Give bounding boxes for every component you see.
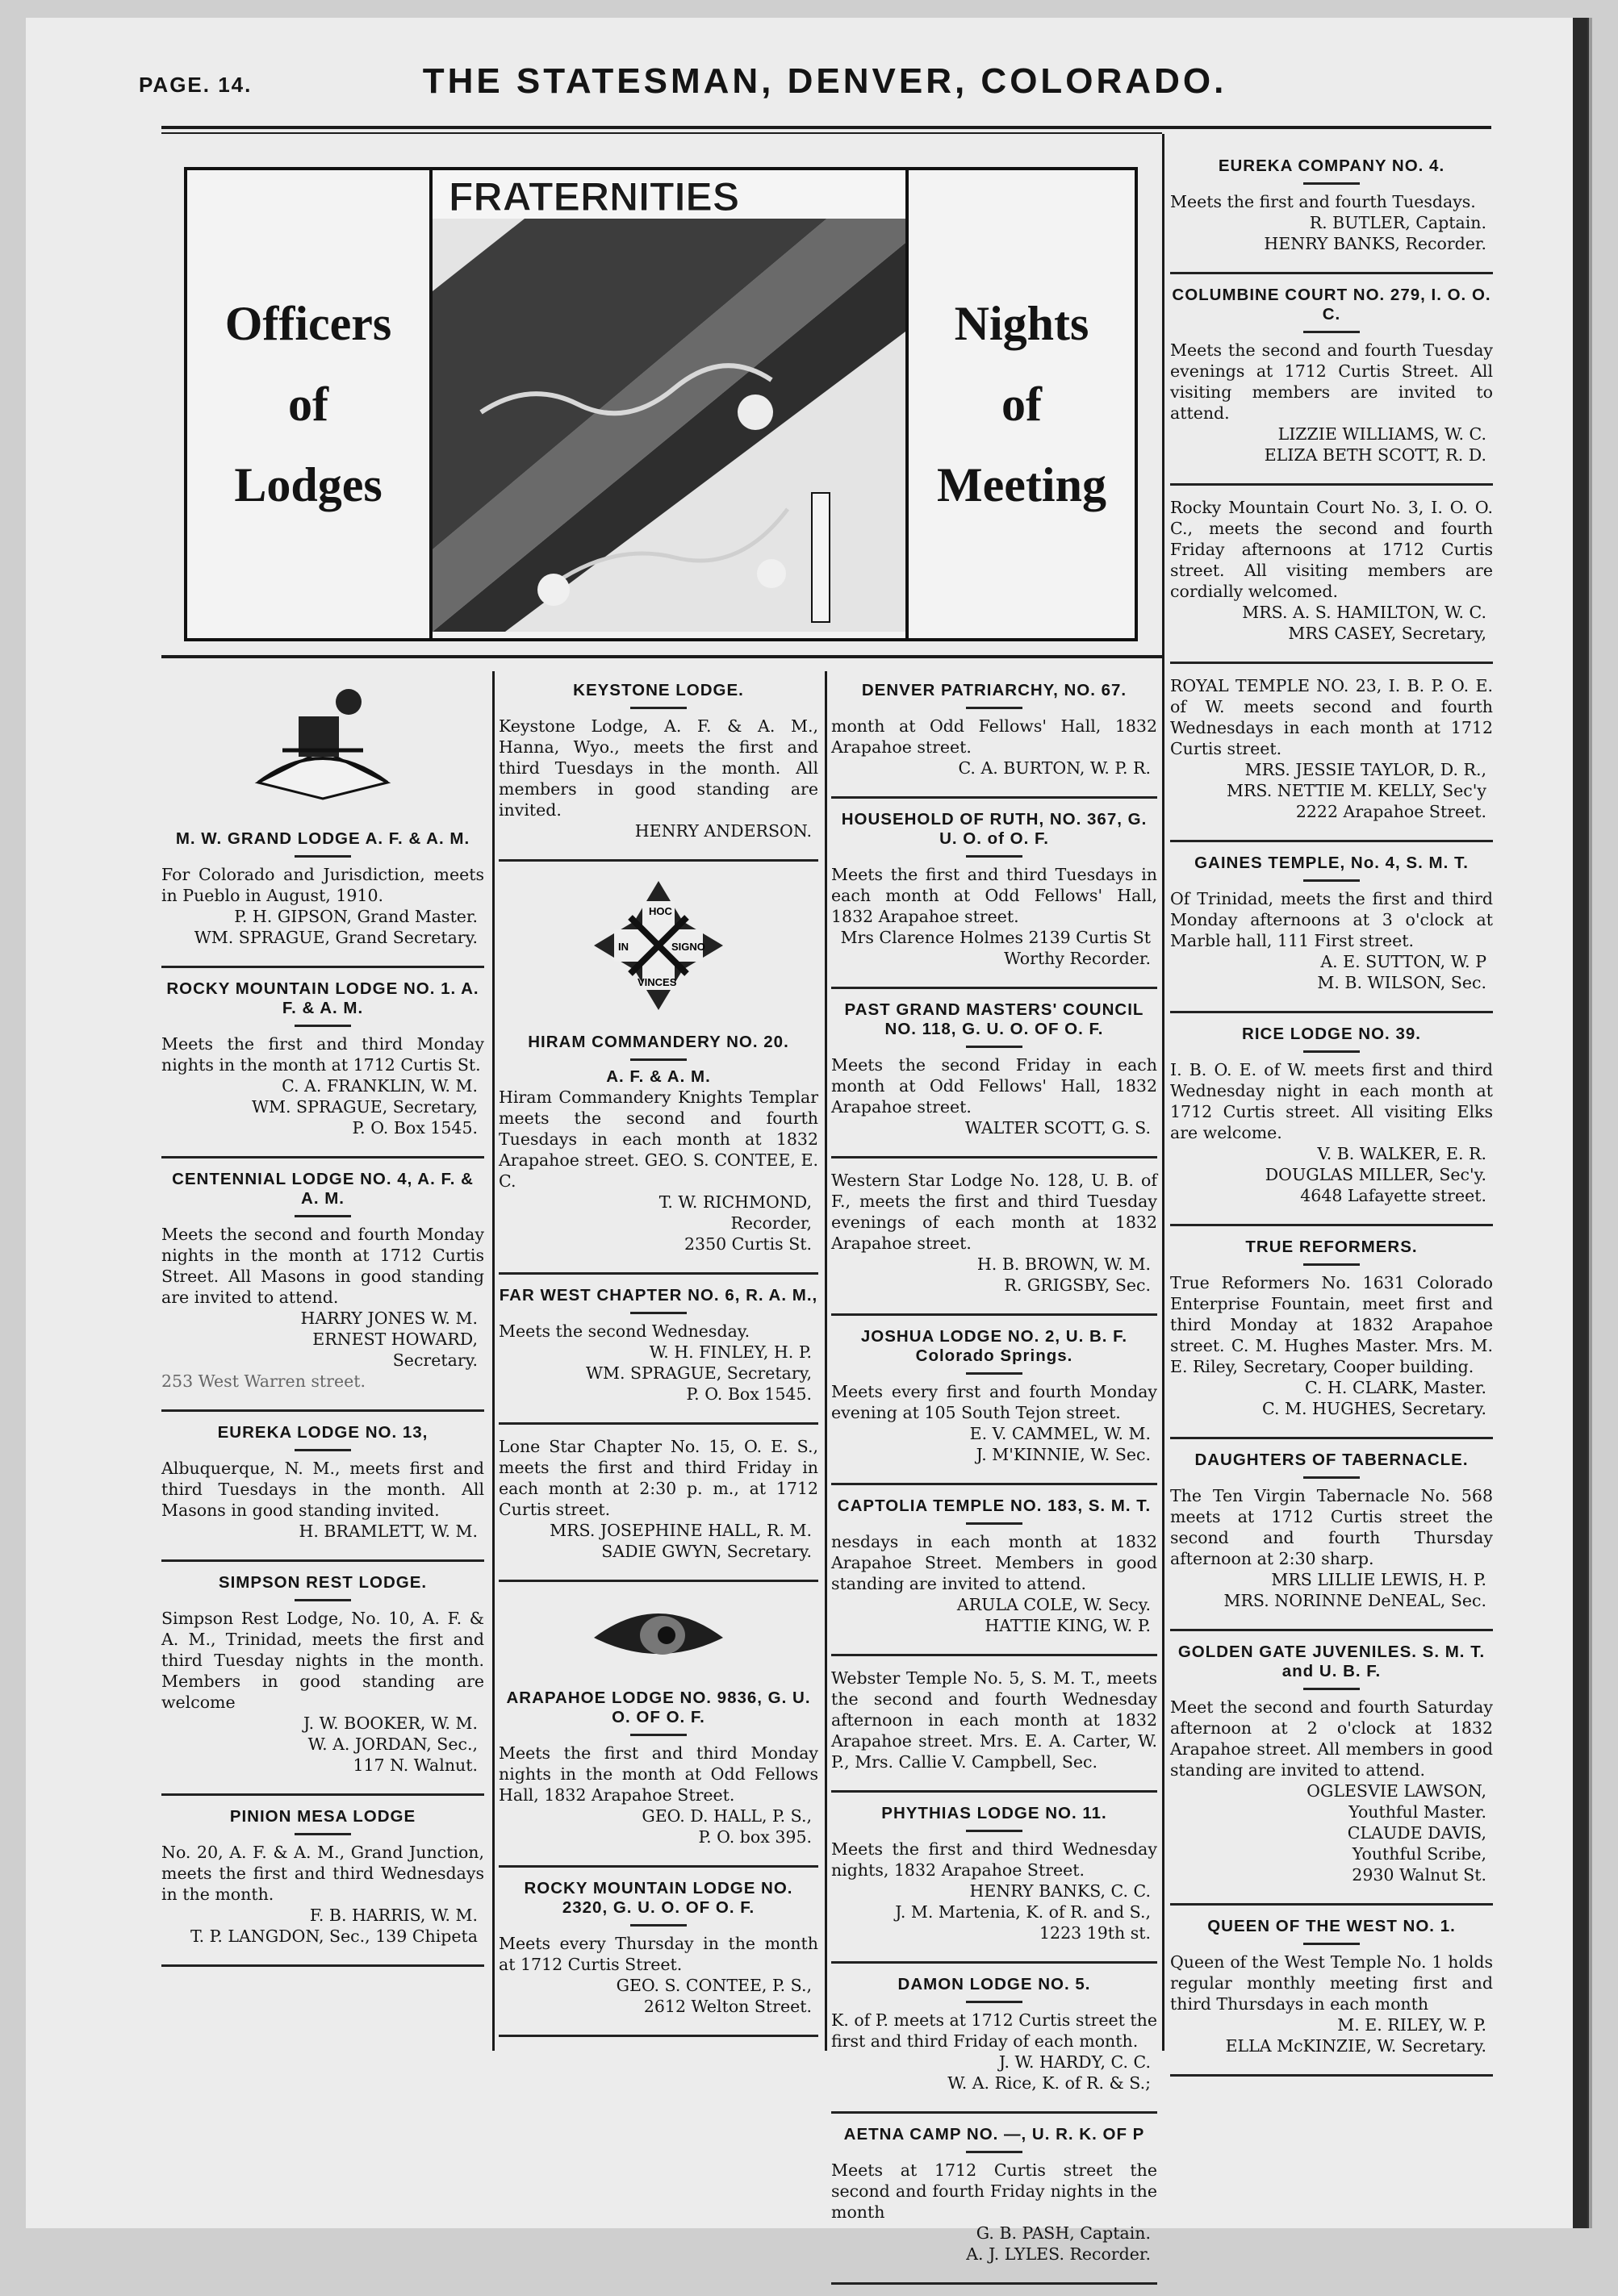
officer-signature: WM. SPRAGUE, Secretary, (585, 1363, 812, 1383)
meeting-notice: Albuquerque, N. M., meets first and third Tuesdays in the month. All Masons in good standing invited. (161, 1459, 484, 1520)
meeting-notice: For Colorado and Jurisdiction, meets in Pueblo in August, 1910. (161, 865, 484, 905)
listing (1170, 1917, 1493, 2056)
all-seeing-eye-icon (499, 1593, 818, 1679)
officer-signature: MRS. NORINNE DeNEAL, Sec. (1223, 1591, 1486, 1610)
officer-signature: F. B. HARRIS, W. M. (309, 1906, 478, 1925)
officer-signature: P. O. box 395. (698, 1827, 812, 1847)
listing-separator (831, 2282, 1157, 2285)
officer-signature: Recorder, (730, 1213, 812, 1233)
title-dash (966, 855, 1022, 858)
officer-signature: Secretary. (392, 1350, 478, 1370)
lodge-title: CAPTOLIA TEMPLE NO. 183, S. M. T. (837, 1497, 1152, 1515)
officer-signature: DOUGLAS MILLER, Sec'y. (1265, 1165, 1486, 1184)
meeting-notice: Meets the second Wednesday. (499, 1321, 750, 1341)
listing (1170, 157, 1493, 254)
lodge-title: TRUE REFORMERS. (1245, 1238, 1418, 1256)
meeting-notice: Lone Star Chapter No. 15, O. E. S., meets the first and third Friday in each month at 2:30 p. m., at 1712 Curtis street. (499, 1437, 818, 1519)
listing (1170, 1238, 1493, 1419)
officer-signature: MRS. NETTIE M. KELLY, Sec'y (1227, 781, 1486, 800)
title-dash (966, 1372, 1022, 1375)
officer-signature: 1223 19th st. (1039, 1923, 1151, 1943)
meeting-notice: Meets the second Friday in each month at Odd Fellows' Hall, 1832 Arapahoe street. (831, 1055, 1157, 1117)
listing (831, 1497, 1157, 1636)
column-4 (1170, 147, 1493, 2088)
officer-signature: W. A. JORDAN, Sec., (307, 1735, 478, 1754)
officer-signature: 2930 Walnut St. (1352, 1865, 1486, 1885)
meeting-notice: ROYAL TEMPLE NO. 23, I. B. P. O. E. of W. meets second and fourth Wednesdays in each month at 1712 Curtis street. (1170, 676, 1493, 758)
lodge-title: RICE LODGE NO. 39. (1242, 1025, 1421, 1043)
officer-signature: ELIZA BETH SCOTT, R. D. (1264, 445, 1486, 465)
title-dash (295, 855, 351, 858)
title-dash (295, 1449, 351, 1451)
title-dash (1303, 1263, 1360, 1266)
masthead-rule (161, 126, 1491, 129)
title-dash (966, 707, 1022, 709)
lodge-title: AETNA CAMP NO. —, U. R. K. OF P (843, 2125, 1145, 2144)
banner-bottom-rule (161, 655, 1162, 658)
banner-right-word: Meeting (937, 458, 1106, 511)
lodge-title: PAST GRAND MASTERS' COUNCIL NO. 118, G. U. O. OF O. F. (844, 1000, 1144, 1038)
listing (831, 810, 1157, 969)
masthead-title: THE STATESMAN, DENVER, COLORADO. (422, 61, 1227, 101)
meeting-notice: Meet the second and fourth Saturday afternoon at 2 o'clock at 1832 Arapahoe street. All members in good standing are invited to attend. (1170, 1697, 1493, 1780)
title-dash (295, 1215, 351, 1217)
listing-separator (1170, 2074, 1493, 2077)
lodge-title: DAMON LODGE NO. 5. (897, 1975, 1091, 1993)
listing-separator (161, 1409, 484, 1412)
meeting-notice: True Reformers No. 1631 Colorado Enterprise Fountain, meet first and third Monday at 1832 Arapahoe street. C. M. Hughes Master. Mrs. M. E. Riley, Secretary, Cooper building. (1170, 1273, 1493, 1376)
officer-signature: C. H. CLARK, Master. (1305, 1378, 1486, 1397)
title-dash (1303, 1050, 1360, 1053)
emblem-text: HOC (649, 905, 672, 917)
listing-separator (831, 1483, 1157, 1485)
listing (831, 1804, 1157, 1943)
banner-illustration (433, 170, 905, 638)
listing-separator (1170, 272, 1493, 274)
officer-signature: G. B. PASH, Captain. (976, 2223, 1151, 2243)
officer-signature: MRS. JESSIE TAYLOR, D. R., (1244, 760, 1486, 779)
listing (1170, 854, 1493, 993)
meeting-notice: Webster Temple No. 5, S. M. T., meets the second and fourth Wednesday afternoon in each month at 1832 Arapahoe street. Mrs. E. A. Carter, W. P., Mrs. Callie V. Campbell, Sec. (831, 1668, 1157, 1772)
meeting-notice: Meets every first and fourth Monday evening at 105 South Tejon street. (831, 1382, 1157, 1422)
officer-signature: V. B. WALKER, E. R. (1317, 1144, 1486, 1163)
meeting-notice: Of Trinidad, meets the first and third Monday afternoons at 3 o'clock at Marble hall, 111 First street. (1170, 889, 1493, 950)
banner-left-word: Lodges (234, 458, 383, 511)
meeting-notice: Rocky Mountain Court No. 3, I. O. O. C., meets the second and fourth Friday afternoons at 1712 Curtis street. All visiting members are cordially welcomed. (1170, 498, 1493, 601)
banner-left-word: Officers (224, 297, 392, 350)
col3-listings (831, 681, 1157, 2285)
lodge-title: PHYTHIAS LODGE NO. 11. (881, 1804, 1107, 1822)
column-rule-1 (492, 671, 495, 2051)
listing-separator (831, 796, 1157, 799)
col1-listings (161, 829, 484, 1967)
officer-signature: T. W. RICHMOND, (658, 1192, 812, 1212)
title-dash (295, 1833, 351, 1835)
page-number: PAGE. 14. (139, 73, 253, 97)
officer-signature: W. A. Rice, K. of R. & S.; (947, 2073, 1151, 2093)
lodge-title: SIMPSON REST LODGE. (218, 1573, 428, 1592)
title-dash (1303, 1943, 1360, 1945)
lodge-title: QUEEN OF THE WEST NO. 1. (1207, 1917, 1456, 1935)
officer-signature: HENRY BANKS, C. C. (969, 1881, 1151, 1901)
address-line: 253 West Warren street. (161, 1371, 366, 1391)
listing-separator (499, 1865, 818, 1868)
listing (831, 1668, 1157, 1772)
listing (831, 1000, 1157, 1138)
banner-right-word: Nights (954, 297, 1089, 350)
listing (1170, 1451, 1493, 1611)
officer-signature: ERNEST HOWARD, (312, 1330, 478, 1349)
officer-signature: GEO. D. HALL, P. S., (642, 1806, 812, 1826)
meeting-notice: I. B. O. E. of W. meets first and third Wednesday night in each month at 1712 Curtis street. All visiting Elks are welcome. (1170, 1060, 1493, 1142)
listing-separator (161, 1793, 484, 1796)
title-dash (630, 1058, 687, 1061)
officer-signature: WM. SPRAGUE, Grand Secretary. (194, 928, 478, 947)
officer-signature: M. E. RILEY, W. P. (1337, 2015, 1486, 2035)
masthead-rule-thin (161, 132, 1162, 134)
officer-signature: H. B. BROWN, W. M. (976, 1254, 1151, 1274)
title-dash (966, 1830, 1022, 1832)
page-edge (1573, 18, 1587, 2228)
listing (161, 1170, 484, 1392)
title-dash (1303, 1688, 1360, 1690)
listing (831, 681, 1157, 779)
officer-signature: J. M. Martenia, K. of R. and S., (895, 1902, 1151, 1922)
lodge-title: JOSHUA LODGE NO. 2, U. B. F. Colorado Springs. (860, 1327, 1128, 1365)
officer-signature: MRS LILLIE LEWIS, H. P. (1271, 1570, 1486, 1589)
officer-signature: GEO. S. CONTEE, P. S., (616, 1976, 812, 1995)
officer-signature: J. M'KINNIE, W. Sec. (976, 1445, 1151, 1464)
meeting-notice: Queen of the West Temple No. 1 holds regular monthly meeting first and third Thursdays in each month (1170, 1952, 1493, 2014)
lodge-title: HOUSEHOLD OF RUTH, NO. 367, G. U. O. of O. F. (841, 810, 1148, 848)
meeting-notice: Keystone Lodge, A. F. & A. M., Hanna, Wyo., meets the first and third Tuesdays in the month. All members in good standing are invited. (499, 716, 818, 820)
listing-separator (1170, 1224, 1493, 1226)
listing-separator (499, 859, 818, 862)
officer-signature: Youthful Master. (1348, 1802, 1486, 1822)
lodge-subtitle: A. F. & A. M. (606, 1067, 711, 1086)
listing (831, 2125, 1157, 2265)
title-dash (630, 1312, 687, 1314)
listing (161, 979, 484, 1138)
officer-signature: MRS CASEY, Secretary, (1288, 624, 1486, 643)
officer-signature: WALTER SCOTT, G. S. (964, 1118, 1151, 1138)
officer-signature: J. W. HARDY, C. C. (998, 2052, 1151, 2072)
listing (1170, 1643, 1493, 1885)
lodge-title: KEYSTONE LODGE. (573, 681, 744, 699)
listing-separator (1170, 1903, 1493, 1906)
officer-signature: 2350 Curtis St. (684, 1234, 812, 1254)
col4-listings (1170, 157, 1493, 2077)
column-rule-3 (1162, 134, 1164, 2051)
title-dash (630, 1924, 687, 1927)
officer-signature: C. M. HUGHES, Secretary. (1262, 1399, 1486, 1418)
officer-signature: A. J. LYLES. Recorder. (966, 2244, 1151, 2264)
lodge-title: GAINES TEMPLE, No. 4, S. M. T. (1194, 854, 1469, 872)
listing-separator (161, 1559, 484, 1562)
lodge-title: ROCKY MOUNTAIN LODGE NO. 1. A. F. & A. M. (166, 979, 479, 1017)
listing-separator (831, 987, 1157, 989)
officer-signature: OGLESVIE LAWSON, (1307, 1781, 1486, 1801)
col2-listings (499, 681, 818, 2037)
officer-signature: SADIE GWYN, Secretary. (601, 1542, 812, 1561)
listing-separator (1170, 1629, 1493, 1631)
meeting-notice: K. of P. meets at 1712 Curtis street the first and third Friday of each month. (831, 2010, 1157, 2051)
listing (161, 1573, 484, 1776)
officer-signature: LIZZIE WILLIAMS, W. C. (1277, 424, 1486, 444)
officer-signature: HENRY ANDERSON. (634, 821, 812, 841)
officer-signature: HENRY BANKS, Recorder. (1264, 234, 1486, 253)
listing-separator (1170, 662, 1493, 664)
officer-signature: Youthful Scribe, (1352, 1844, 1486, 1864)
meeting-notice: The Ten Virgin Tabernacle No. 568 meets at 1712 Curtis street the second and fourth Thursday afternoon at 2:30 sharp. (1170, 1486, 1493, 1568)
listing-separator (499, 2035, 818, 2037)
officer-signature: T. P. LANGDON, Sec., 139 Chipeta (190, 1927, 478, 1946)
listing-separator (499, 1422, 818, 1425)
listing-separator (499, 1272, 818, 1275)
officer-signature: WM. SPRAGUE, Secretary, (251, 1097, 478, 1117)
banner-left-panel (187, 170, 433, 638)
meeting-notice: Western Star Lodge No. 128, U. B. of F., meets the first and third Tuesday evenings of each month at 1832 Arapahoe street. (831, 1171, 1157, 1253)
listing-separator (831, 1654, 1157, 1656)
emblem-text: SIGNO (671, 941, 705, 953)
officer-signature: 117 N. Walnut. (353, 1755, 478, 1775)
column-2 (499, 671, 818, 2048)
listing-separator (161, 966, 484, 968)
title-dash (630, 1734, 687, 1736)
listing (499, 1436, 818, 1562)
title-dash (1303, 879, 1360, 882)
officer-signature: 2612 Welton Street. (643, 1997, 812, 2016)
listing (499, 1689, 818, 1847)
officer-signature: W. H. FINLEY, H. P. (649, 1342, 812, 1362)
listing-separator (1170, 840, 1493, 842)
banner-left-word: of (288, 378, 328, 431)
lodge-title: EUREKA LODGE NO. 13, (217, 1423, 429, 1442)
lodge-title: DENVER PATRIARCHY, NO. 67. (861, 681, 1127, 699)
lodge-title: CENTENNIAL LODGE NO. 4, A. F. & A. M. (172, 1170, 474, 1208)
officer-signature: P. O. Box 1545. (352, 1118, 478, 1138)
meeting-notice: Simpson Rest Lodge, No. 10, A. F. & A. M., Trinidad, meets the first and third Tuesday nights in the month. Members in good standing are welcome (161, 1609, 484, 1712)
listing-separator (161, 1964, 484, 1967)
officer-signature: HATTIE KING, W. P. (985, 1616, 1151, 1635)
officer-signature: 4648 Lafayette street. (1300, 1186, 1486, 1205)
listing (499, 1879, 818, 2017)
meeting-notice: Meets every Thursday in the month at 1712 Curtis Street. (499, 1934, 818, 1974)
listing (161, 1423, 484, 1542)
title-dash (295, 1599, 351, 1601)
listing (499, 1033, 818, 1254)
lodge-title: DAUGHTERS OF TABERNACLE. (1194, 1451, 1469, 1469)
open-book-icon (161, 678, 484, 815)
title-dash (295, 1025, 351, 1027)
title-dash (1303, 1476, 1360, 1479)
banner-right-panel (905, 170, 1135, 638)
listing (1170, 1025, 1493, 1206)
officer-signature: R. BUTLER, Captain. (1309, 213, 1486, 232)
lodge-title: FAR WEST CHAPTER NO. 6, R. A. M., (499, 1286, 818, 1305)
meeting-notice: Meets the first and third Wednesday nights, 1832 Arapahoe Street. (831, 1839, 1157, 1880)
column-rule-2 (825, 671, 827, 2051)
officer-signature: P. H. GIPSON, Grand Master. (234, 907, 478, 926)
knights-templar-cross-icon (499, 873, 818, 1023)
officer-signature: J. W. BOOKER, W. M. (303, 1714, 478, 1733)
listing (1170, 286, 1493, 465)
lodge-title: ARAPAHOE LODGE NO. 9836, G. U. O. OF O. F. (506, 1689, 811, 1726)
officer-signature: ARULA COLE, W. Secy. (956, 1595, 1151, 1614)
listing-separator (831, 1156, 1157, 1158)
listing (831, 1170, 1157, 1296)
meeting-notice: month at Odd Fellows' Hall, 1832 Arapahoe street. (831, 716, 1157, 757)
meeting-notice: Meets the first and third Tuesdays in each month at Odd Fellows' Hall, 1832 Arapahoe street. (831, 865, 1157, 926)
officer-signature: C. A. BURTON, W. P. R. (958, 758, 1151, 778)
officer-signature: MRS. JOSEPHINE HALL, R. M. (550, 1521, 812, 1540)
listing (161, 1807, 484, 1947)
banner-right-word: of (1001, 378, 1042, 431)
lodge-title: PINION MESA LODGE (229, 1807, 416, 1826)
listing (1170, 497, 1493, 644)
lodge-title: EUREKA COMPANY NO. 4. (1218, 157, 1445, 175)
listing-separator (1170, 483, 1493, 486)
lodge-title: M. W. GRAND LODGE A. F. & A. M. (175, 829, 470, 848)
listing-separator (831, 1961, 1157, 1964)
title-dash (1303, 182, 1360, 185)
lodge-title: HIRAM COMMANDERY NO. 20. (528, 1033, 789, 1051)
officer-signature: M. B. WILSON, Sec. (1317, 973, 1486, 992)
officer-signature: E. V. CAMMEL, W. M. (969, 1424, 1151, 1443)
officer-signature: P. O. Box 1545. (686, 1384, 812, 1404)
listing (161, 829, 484, 948)
listing (831, 1327, 1157, 1465)
emblem-text: VINCES (638, 976, 677, 988)
lodge-title: COLUMBINE COURT NO. 279, I. O. O. C. (1172, 286, 1491, 324)
column-1 (161, 678, 484, 1978)
meeting-notice: Meets the first and third Monday nights in the month at Odd Fellows Hall, 1832 Arapahoe Street. (499, 1743, 818, 1805)
listing-separator (831, 1313, 1157, 1316)
officer-signature: A. E. SUTTON, W. P (1320, 952, 1486, 971)
banner-title: FRATERNITIES (449, 174, 740, 219)
officer-signature: CLAUDE DAVIS, (1347, 1823, 1486, 1843)
listing (499, 681, 818, 841)
officer-signature: Mrs Clarence Holmes 2139 Curtis St (840, 928, 1151, 947)
officer-signature: ELLA McKINZIE, W. Secretary. (1225, 2036, 1486, 2056)
listing-separator (831, 1790, 1157, 1793)
fraternities-banner (184, 167, 1138, 641)
header (139, 61, 1511, 110)
listing-separator (1170, 1011, 1493, 1013)
listing (499, 1286, 818, 1405)
meeting-notice: nesdays in each month at 1832 Arapahoe Street. Members in good standing are invited to attend. (831, 1532, 1157, 1593)
officer-signature: 2222 Arapahoe Street. (1295, 802, 1486, 821)
column-3 (831, 671, 1157, 2296)
meeting-notice: Meets the second and fourth Monday nights in the month at 1712 Curtis Street. All Masons in good standing are invited to attend. (161, 1225, 484, 1307)
title-dash (966, 2151, 1022, 2153)
officer-signature: C. A. FRANKLIN, W. M. (282, 1076, 478, 1096)
title-dash (1303, 331, 1360, 333)
emblem-text: IN (618, 941, 629, 953)
listing (1170, 675, 1493, 822)
officer-signature: HARRY JONES W. M. (300, 1309, 478, 1328)
title-dash (630, 707, 687, 709)
listing-separator (161, 1156, 484, 1158)
listing (831, 1975, 1157, 2094)
lodge-title: GOLDEN GATE JUVENILES. S. M. T. and U. B. F. (1177, 1643, 1486, 1680)
title-dash (966, 1522, 1022, 1525)
officer-signature: R. GRIGSBY, Sec. (1004, 1275, 1151, 1295)
meeting-notice: Meets the first and third Monday nights in the month at 1712 Curtis St. (161, 1034, 484, 1075)
officer-signature: Worthy Recorder. (1004, 949, 1151, 968)
meeting-notice: No. 20, A. F. & A. M., Grand Junction, meets the first and third Wednesdays in the month. (161, 1843, 484, 1904)
meeting-notice: Meets at 1712 Curtis street the second and fourth Friday nights in the month (831, 2160, 1157, 2222)
meeting-notice: Meets the first and fourth Tuesdays. (1170, 192, 1476, 211)
listing-separator (499, 1580, 818, 1582)
meeting-notice: Hiram Commandery Knights Templar meets the second and fourth Tuesdays in each month at 1832 Arapahoe street. GEO. S. CONTEE, E. C. (499, 1087, 818, 1191)
lodge-title: ROCKY MOUNTAIN LODGE NO. 2320, G. U. O. OF O. F. (524, 1879, 793, 1917)
listing-separator (1170, 1437, 1493, 1439)
meeting-notice: Meets the second and fourth Tuesday evenings at 1712 Curtis Street. All visiting members are invited to attend. (1170, 340, 1493, 423)
title-dash (966, 1046, 1022, 1048)
title-dash (966, 2001, 1022, 2003)
officer-signature: H. BRAMLETT, W. M. (299, 1522, 478, 1541)
listing-separator (831, 2111, 1157, 2114)
officer-signature: MRS. A. S. HAMILTON, W. C. (1242, 603, 1486, 622)
illustration-art (433, 170, 905, 632)
